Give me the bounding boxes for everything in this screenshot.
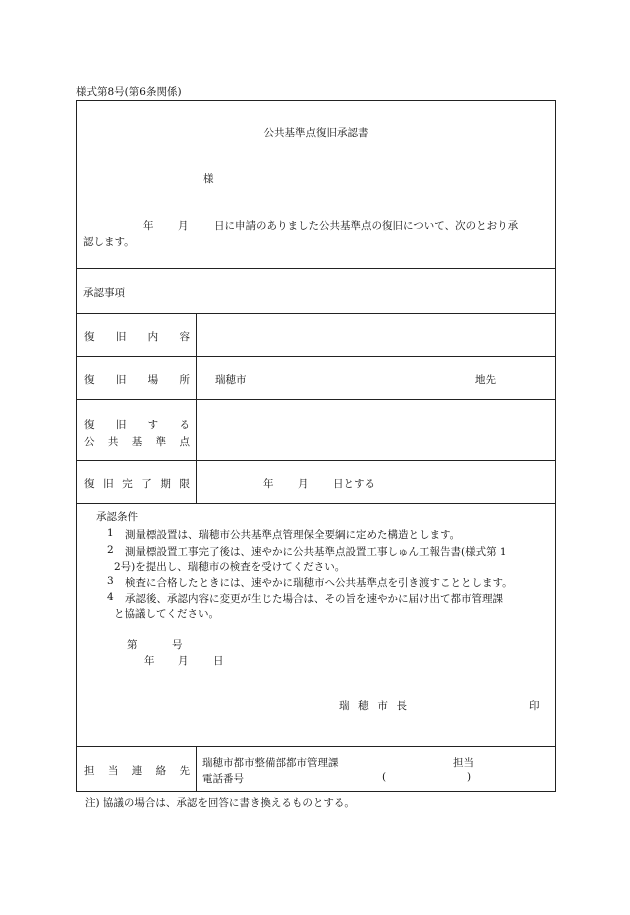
label-char: 点 [179,436,190,448]
divider [77,268,555,269]
place-city: 瑞穂市 [215,374,247,386]
condition-text: 測量標設置工事完了後は、速やかに公共基準点設置工事しゅん工報告書(様式第 1 [125,546,507,558]
row-label-deadline [84,476,190,491]
label-char: 準 [155,436,167,448]
seal-mark: 印 [529,700,540,712]
row-label-point [84,417,190,432]
divider [77,356,555,357]
label-char: 旧 [103,478,114,490]
place-suffix: 地先 [475,374,496,386]
issue-year: 年 [144,655,155,667]
issue-dai: 第 [127,639,138,651]
phone-label: 電話番号 [202,773,244,785]
label-char: 場 [147,374,159,386]
column-divider [196,313,197,503]
label-char: 絡 [155,765,167,777]
mayor-char: 長 [396,700,407,712]
divider [77,313,555,314]
issue-day: 日 [213,655,224,667]
label-char: 旧 [115,374,127,386]
phone-paren-close: ) [467,771,472,783]
condition-text: 検査に合格したときには、速やかに瑞穂市へ公共基準点を引き渡すこととします。 [125,577,513,589]
contact-dept: 瑞穂市都市整備部都市管理課 [202,757,339,769]
condition-text: 承認後、承認内容に変更が生じた場合は、その旨を速やかに届け出て都市管理課 [125,593,503,605]
label-char: 容 [179,331,190,343]
condition-text-cont: と協議してください。 [114,608,219,620]
section-header: 承認事項 [83,287,125,299]
label-char: 所 [179,374,190,386]
issue-go: 号 [172,639,183,651]
row-label-point-2 [84,434,190,449]
label-char: 旧 [115,331,127,343]
condition-text-cont: 2号)を提出し、瑞穂市の検査を受けてください。 [114,561,346,573]
approval-form [76,100,556,792]
mayor-char: 市 [377,700,388,712]
label-char: 当 [107,765,119,777]
label-char: 了 [141,478,152,490]
label-char: 旧 [115,419,127,431]
conditions-heading: 承認条件 [96,511,138,523]
label-char: す [147,419,159,431]
form-number: 様式第8号(第6条関係) [76,86,182,98]
intro-text: 日に申請のありました公共基準点の復旧について、次のとおり承 [214,220,519,232]
document-title: 公共基準点復旧承認書 [263,127,369,139]
condition-num: 4 [107,591,114,603]
label-char: 復 [84,419,95,431]
phone-paren-open: ( [382,771,387,783]
footnote: 注) 協議の場合は、承認を回答に書き換えるものとする。 [85,797,355,809]
condition-num: 3 [107,575,114,587]
condition-num: 2 [107,544,114,556]
mayor-char: 穂 [358,700,369,712]
contact-person: 担当 [453,757,474,769]
column-divider [196,746,197,792]
label-char: 公 [84,436,95,448]
label-char: 基 [131,436,143,448]
label-char: 復 [84,374,95,386]
divider [77,503,555,504]
label-char: 内 [147,331,159,343]
condition-num: 1 [107,527,114,539]
deadline-month: 月 [298,478,309,490]
label-char: 完 [122,478,133,490]
addressee-suffix: 様 [203,173,214,185]
row-label-place [84,372,190,387]
deadline-year: 年 [263,478,274,490]
label-char: 期 [160,478,171,490]
issue-month: 月 [178,655,189,667]
row-label-content [84,329,190,344]
label-char: 先 [179,765,190,777]
deadline-day: 日とする [333,478,375,490]
row-label-contact [84,763,190,778]
divider [77,460,555,461]
intro-month: 月 [178,220,189,232]
divider [77,399,555,400]
label-char: 担 [84,765,95,777]
intro-text-cont: 認します。 [83,236,135,248]
label-char: 連 [131,765,143,777]
label-char: 共 [107,436,119,448]
label-char: る [179,419,190,431]
mayor-title [339,698,407,713]
mayor-char: 瑞 [339,700,350,712]
condition-text: 測量標設置は、瑞穂市公共基準点管理保全要綱に定めた構造とします。 [125,529,461,541]
label-char: 復 [84,331,95,343]
intro-year: 年 [143,220,154,232]
label-char: 復 [84,478,95,490]
label-char: 限 [179,478,190,490]
divider [77,746,555,747]
